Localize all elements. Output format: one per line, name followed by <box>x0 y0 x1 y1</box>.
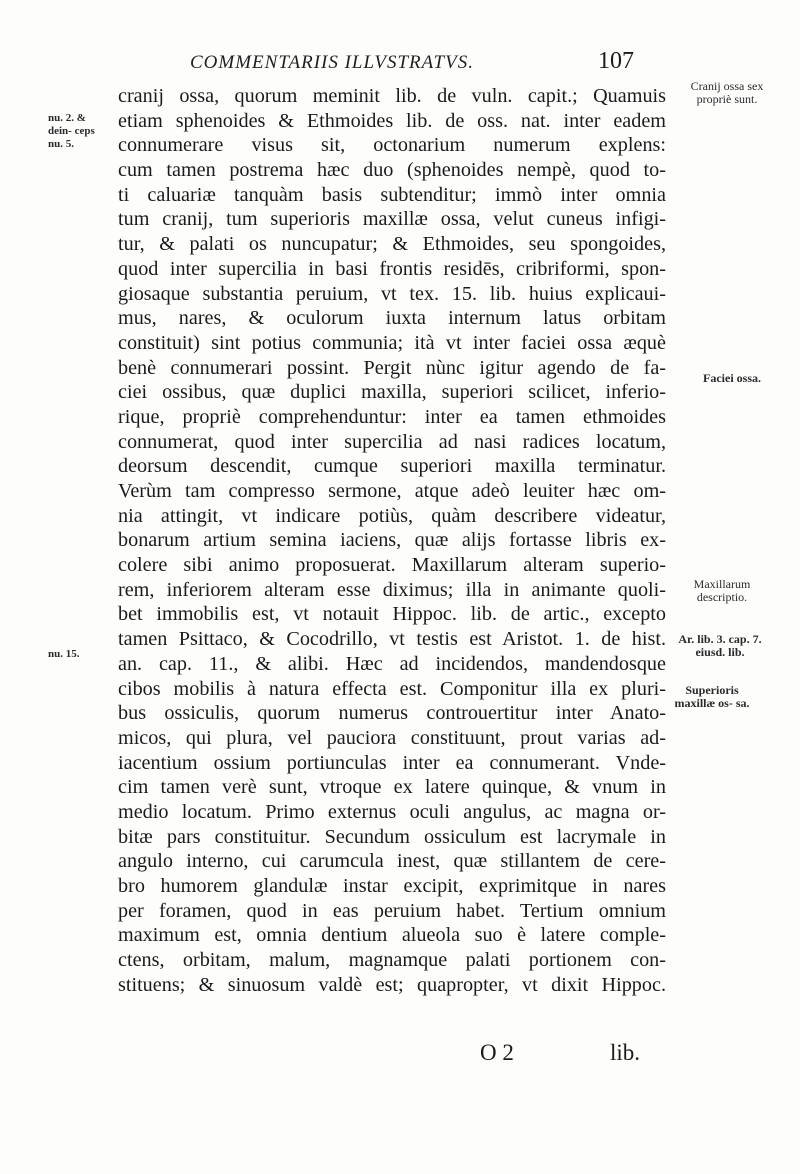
margin-note-right-2: Faciei ossa. <box>703 371 761 385</box>
text-line: connumerare visus sit, octonarium numerum explens: <box>118 134 666 157</box>
text-line: bet immobilis est, vt notauit Hippoc. lib. de artic., excepto <box>118 603 666 626</box>
margin-note-right-5: Superioris maxillæ os- sa. <box>674 683 750 710</box>
text-line: angulo interno, cui carumcula inest, quæ stillantem de cere- <box>118 850 666 873</box>
text-line: bonarum artium semina iaciens, quæ alijs fortasse libris ex- <box>118 529 666 552</box>
text-line: nia attingit, vt indicare potiùs, quàm describere videatur, <box>118 504 666 527</box>
text-line: medio locatum. Primo externus oculi angulus, ac magna or- <box>118 800 666 823</box>
text-line: tur, & palati os nuncupatur; & Ethmoides, seu spongoides, <box>118 233 666 256</box>
text-line: ctens, orbitam, malum, magnamque palati portionem con- <box>118 949 666 972</box>
catchword-line <box>480 1040 640 1066</box>
text-line: quod inter supercilia in basi frontis residēs, cribriformi, spon- <box>118 257 666 280</box>
text-line: bus ossiculis, quorum numerus controuertitur inter Anato- <box>118 702 666 725</box>
text-line: bro humorem glandulæ instar excipit, exprimitque in nares <box>118 875 666 897</box>
text-line: iacentium ossium portiunculas inter ea connumerant. Vnde- <box>118 751 666 774</box>
text-line: ti caluariæ tanquàm basis subtenditur; immò inter omnia <box>118 183 666 206</box>
margin-note-right-3: Maxillarum descriptio. <box>693 577 751 604</box>
text-line: tamen Psittaco, & Cocodrillo, vt testis est Aristot. 1. de hist. <box>118 628 666 651</box>
text-line: etiam sphenoides & Ethmoides lib. de oss. nat. inter eadem <box>118 109 666 132</box>
page-number: 107 <box>598 48 634 74</box>
text-line: connumerat, quod inter supercilia ad nasi radices locatum, <box>118 430 666 453</box>
body-text <box>118 84 666 997</box>
text-line: ciei ossibus, quæ duplici maxilla, superiori scilicet, inferio- <box>118 381 666 404</box>
text-line: cim tamen verè sunt, vtroque ex latere quinque, & vnum in <box>118 776 666 799</box>
text-line: benè connumerari possint. Pergit nùnc igitur agendo de fa- <box>118 356 666 379</box>
text-line: an. cap. 11., & alibi. Hæc ad incidendos, mandendosque <box>118 652 666 675</box>
text-line: constituit) sint potius communia; ità vt inter faciei ossa æquè <box>118 331 666 354</box>
text-line: stituens; & sinuosum valdè est; quapropter, vt dixit Hippoc. <box>118 973 666 996</box>
text-line: cibos mobilis à natura effecta est. Componitur illa ex pluri- <box>118 677 666 700</box>
text-line: mus, nares, & oculorum iuxta internum latus orbitam <box>118 307 666 330</box>
text-line: giosaque substantia peruium, vt tex. 15. lib. huius explicaui- <box>118 282 666 305</box>
text-line: colere sibi animo proposuerat. Maxillarum alteram superio- <box>118 554 666 577</box>
text-line: cranij ossa, quorum meminit lib. de vuln. capit.; Quamuis <box>118 85 666 107</box>
running-title: COMMENTARIIS ILLVSTRATVS. <box>190 52 474 73</box>
text-line: tum cranij, tum superioris maxillæ ossa, velut cuneus infigi- <box>118 208 666 231</box>
text-line: Verùm tam compresso sermone, atque adeò leuiter hæc om- <box>118 480 666 502</box>
text-line: cum tamen postrema hæc duo (sphenoides nempè, quod to- <box>118 159 666 182</box>
text-line: rem, inferiorem alteram esse diximus; illa in animante quoli- <box>118 578 666 601</box>
text-line: deorsum descendit, cumque superiori maxilla terminatur. <box>118 455 666 478</box>
margin-note-left-1: nu. 2. & dein- ceps nu. 5. <box>48 112 95 150</box>
margin-note-right-1: Cranij ossa sex propriè sunt. <box>690 79 764 106</box>
text-line: micos, qui plura, vel pauciora constituunt, prout varias ad- <box>118 726 666 749</box>
catchword: lib. <box>609 1040 640 1065</box>
margin-note-left-2: nu. 15. <box>48 648 80 660</box>
text-line: bitæ pars constituitur. Secundum ossiculum est lacrymale in <box>118 825 666 848</box>
text-line: maximum est, omnia dentium alueola suo è latere comple- <box>118 924 666 947</box>
text-line: per foramen, quod in eas peruium habet. Tertium omnium <box>118 899 666 922</box>
text-line: rique, propriè comprehenduntur: inter ea tamen ethmoides <box>118 405 666 428</box>
signature-mark: O 2 <box>480 1040 514 1065</box>
margin-note-right-4: Ar. lib. 3. cap. 7. eiusd. lib. <box>678 632 762 659</box>
